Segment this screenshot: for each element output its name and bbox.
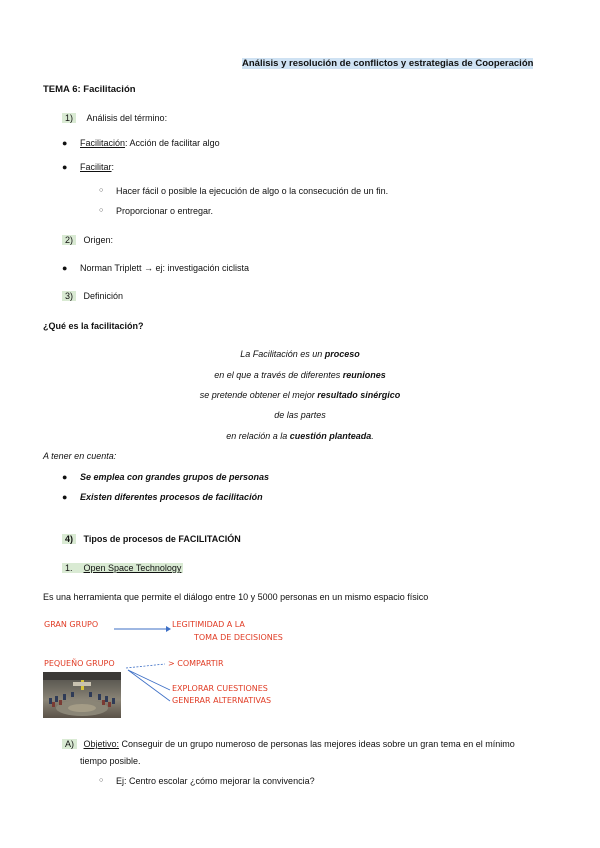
gran-grupo-label: GRAN GRUPO [44, 620, 99, 629]
section-label: Definición [83, 291, 124, 301]
definition-line: La Facilitación es un proceso [240, 349, 360, 359]
bullet-icon: ● [62, 472, 68, 482]
objective-label: Objetivo: [83, 739, 120, 749]
sub-list-item: Hacer fácil o posible la ejecución de algo o la consecución de un fin. [116, 186, 389, 196]
objective-letter: A) [62, 739, 77, 749]
section-label: Análisis del término: [86, 113, 168, 123]
ost-label: Open Space Technology [76, 563, 184, 573]
objective-example: Ej: Centro escolar ¿cómo mejorar la convivencia? [116, 776, 315, 786]
bullet-icon: ● [62, 162, 68, 172]
circle-bullet-icon: ○ [99, 777, 104, 784]
notes-heading: A tener en cuenta: [43, 451, 117, 461]
topic-title: TEMA 6: Facilitación [43, 84, 136, 95]
term-colon: : [111, 162, 115, 172]
ost-number: 1. [62, 563, 76, 573]
term-word: Facilitación [80, 138, 126, 148]
section-number: 3) [62, 291, 76, 301]
legitimidad-label: LEGITIMIDAD A LA [172, 620, 245, 629]
sub-list-item: Proporcionar o entregar. [116, 206, 214, 216]
definition-line: de las partes [274, 410, 326, 420]
objective-text: Conseguir de un grupo numeroso de personas las mejores ideas sobre un gran tema en el mínimo [119, 739, 515, 749]
list-item: Norman Triplett → ej: investigación ciclista [80, 263, 250, 273]
toma-decisiones-label: TOMA DE DECISIONES [194, 633, 283, 642]
bullet-icon: ● [62, 263, 68, 273]
bullet-icon: ● [62, 138, 68, 148]
arrow-line [128, 670, 170, 701]
pequeno-grupo-label: PEQUEÑO GRUPO [44, 659, 115, 668]
document-header-title: Análisis y resolución de conflictos y estrategias de Cooperación [242, 58, 534, 69]
definition-line: en relación a la cuestión planteada. [226, 431, 374, 441]
definition-line: se pretende obtener el mejor resultado sinérgico [199, 390, 401, 400]
section-label: Tipos de procesos de FACILITACIÓN [83, 534, 241, 544]
arrow-line [126, 664, 165, 668]
note-item: Existen diferentes procesos de facilitación [80, 492, 263, 502]
explorar-label: EXPLORAR CUESTIONES [172, 684, 268, 693]
ost-description: Es una herramienta que permite el diálogo entre 10 y 5000 personas en un mismo espacio físico [43, 592, 429, 602]
term-word: Facilitar [80, 162, 112, 172]
arrow-line [128, 670, 170, 690]
arrow-head-icon [166, 626, 171, 632]
term-definition: : Acción de facilitar algo [125, 138, 220, 148]
compartir-label: > COMPARTIR [168, 659, 224, 668]
objective-text-continued: tiempo posible. [80, 756, 141, 766]
circle-bullet-icon: ○ [99, 187, 104, 194]
auditorium-image [43, 672, 121, 718]
section-label: Origen: [83, 235, 114, 245]
bullet-icon: ● [62, 492, 68, 502]
section-number: 2) [62, 235, 76, 245]
definition-question: ¿Qué es la facilitación? [43, 321, 144, 331]
objective [62, 739, 515, 749]
auditorium-photo [43, 672, 121, 718]
definition-line: en el que a través de diferentes reuniones [214, 370, 386, 380]
section-number: 1) [62, 113, 76, 123]
generar-label: GENERAR ALTERNATIVAS [172, 696, 272, 705]
note-item: Se emplea con grandes grupos de personas [80, 472, 270, 482]
circle-bullet-icon: ○ [99, 207, 104, 214]
section-number: 4) [62, 534, 76, 544]
